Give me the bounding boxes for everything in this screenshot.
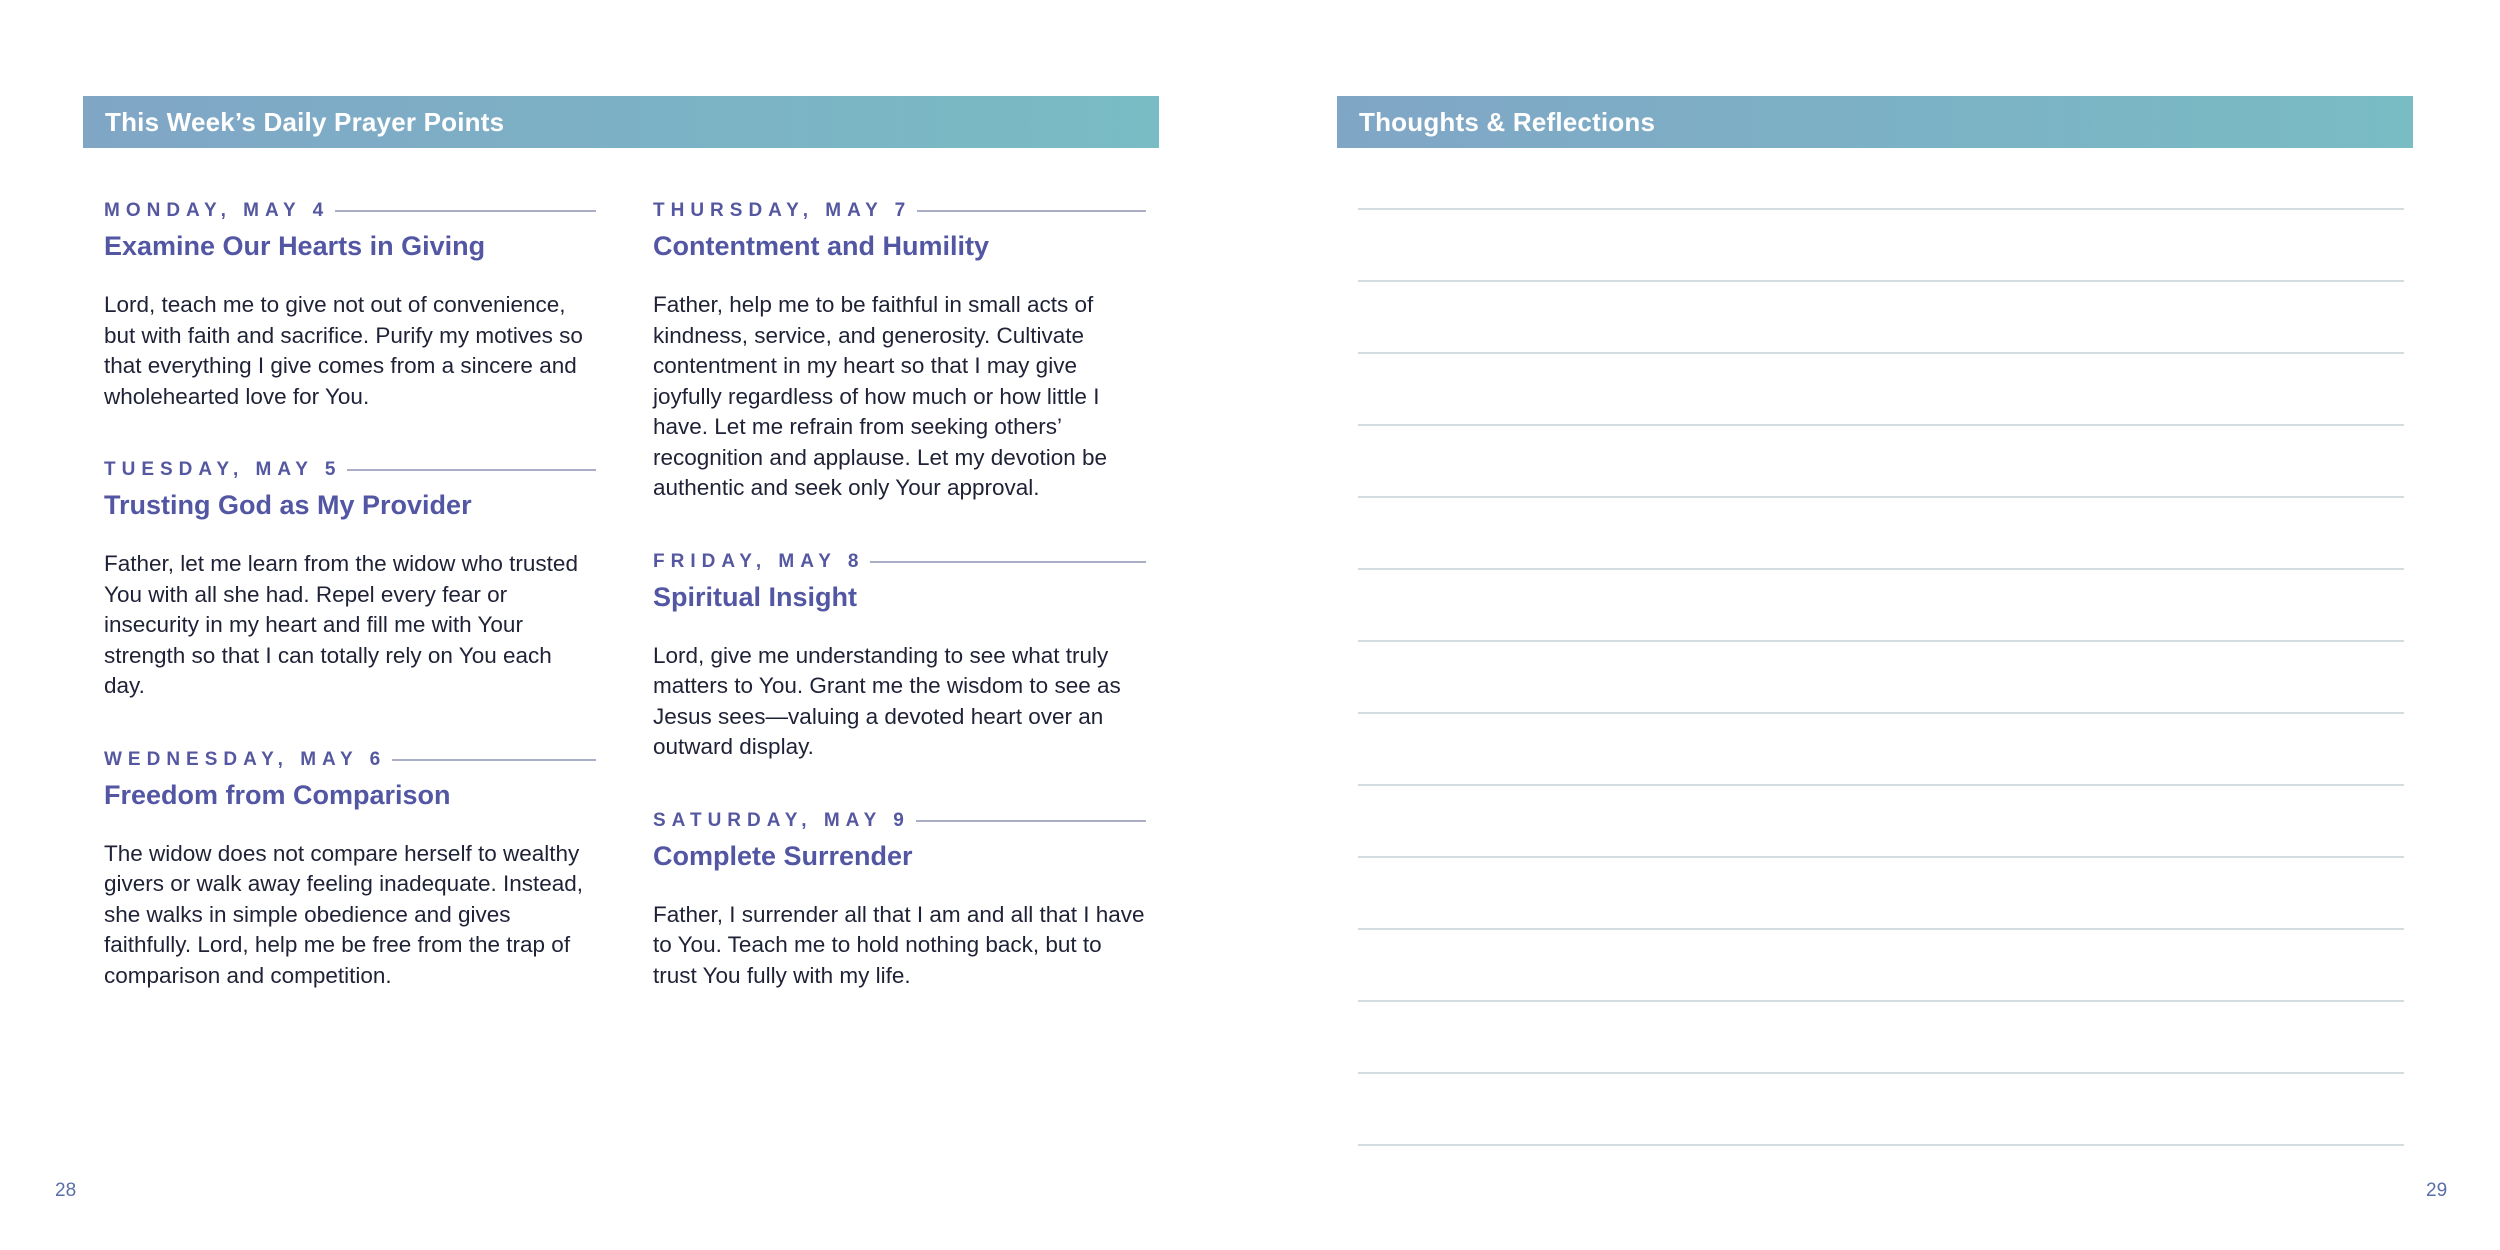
writing-line[interactable] (1358, 1144, 2404, 1146)
writing-lines[interactable] (1358, 208, 2404, 1216)
writing-line[interactable] (1358, 1072, 2404, 1074)
writing-line[interactable] (1358, 856, 2404, 858)
entry-body: Lord, give me understanding to see what truly matters to You. Grant me the wisdom to see as Jesus sees—valuing a devoted heart over an outward display. (653, 642, 1121, 759)
writing-line[interactable] (1358, 496, 2404, 498)
entry-title: Trusting God as My Provider (104, 490, 472, 520)
prayer-entry-thursday (653, 196, 1146, 504)
day-heading (104, 455, 596, 485)
day-divider (870, 561, 1146, 563)
writing-line[interactable] (1358, 352, 2404, 354)
entry-title: Freedom from Comparison (104, 779, 451, 810)
day-label: TUESDAY, MAY 5 (104, 459, 342, 480)
prayer-entry-friday (653, 547, 1146, 763)
day-label: MONDAY, MAY 4 (104, 200, 330, 221)
writing-line[interactable] (1358, 928, 2404, 930)
page-number-left: 28 (55, 1180, 77, 1201)
writing-line[interactable] (1358, 208, 2404, 210)
day-heading (653, 547, 1146, 577)
prayer-entry-saturday (653, 806, 1146, 992)
page-number-right: 29 (2426, 1180, 2448, 1201)
day-heading (104, 196, 596, 226)
entry-body: Father, help me to be faithful in small acts of kindness, service, and generosity. Cultivate contentment in my heart so that I may give joyfully regardless of how much or how little I have. Let me refrain from seeking others’ recognition and applause. Let my devotion be authentic and seek only Your approval. (653, 292, 1108, 500)
prayer-points-header (83, 96, 1159, 148)
reflections-header (1337, 96, 2413, 148)
writing-line[interactable] (1358, 784, 2404, 786)
entry-title: Contentment and Humility (653, 231, 989, 261)
prayer-entry-tuesday (104, 455, 596, 702)
entry-title: Examine Our Hearts in Giving (104, 231, 486, 261)
entry-title: Complete Surrender (653, 840, 913, 871)
prayer-column-right (653, 196, 1146, 1034)
writing-line[interactable] (1358, 568, 2404, 570)
entry-title: Spiritual Insight (653, 581, 858, 612)
entry-body: Father, let me learn from the widow who trusted You with all she had. Repel every fear or insecurity in my heart and fill me with Your strength so that I can totally rely on You each day. (104, 551, 578, 698)
day-divider (335, 210, 596, 212)
day-heading (104, 745, 596, 775)
day-divider (392, 759, 596, 761)
day-divider (916, 820, 1146, 822)
entry-body: Lord, teach me to give not out of convenience, but with faith and sacrifice. Purify my motives so that everything I give comes from a sincere and wholehearted love for You. (104, 292, 583, 409)
prayer-entry-monday (104, 196, 596, 412)
prayer-column-left (104, 196, 596, 1034)
writing-line[interactable] (1358, 640, 2404, 642)
day-heading (653, 806, 1146, 836)
writing-line[interactable] (1358, 424, 2404, 426)
writing-line[interactable] (1358, 712, 2404, 714)
day-label: SATURDAY, MAY 9 (653, 809, 910, 831)
day-label: THURSDAY, MAY 7 (653, 200, 912, 221)
writing-line[interactable] (1358, 280, 2404, 282)
prayer-entry-wednesday (104, 745, 596, 992)
day-heading (653, 196, 1146, 226)
day-label: FRIDAY, MAY 8 (653, 550, 865, 572)
prayer-points-title: This Week’s Daily Prayer Points (105, 106, 505, 137)
day-divider (917, 210, 1146, 212)
entry-body: The widow does not compare herself to wealthy givers or walk away feeling inadequate. Instead, she walks in simple obedience and gives faithfully. Lord, help me be free from the trap of comparison and competition. (104, 840, 584, 988)
day-label: WEDNESDAY, MAY 6 (104, 748, 387, 770)
reflections-title: Thoughts & Reflections (1359, 106, 1656, 137)
writing-line[interactable] (1358, 1000, 2404, 1002)
entry-body: Father, I surrender all that I am and all that I have to You. Teach me to hold nothing back, but to trust You fully with my life. (653, 901, 1145, 988)
day-divider (347, 469, 596, 471)
